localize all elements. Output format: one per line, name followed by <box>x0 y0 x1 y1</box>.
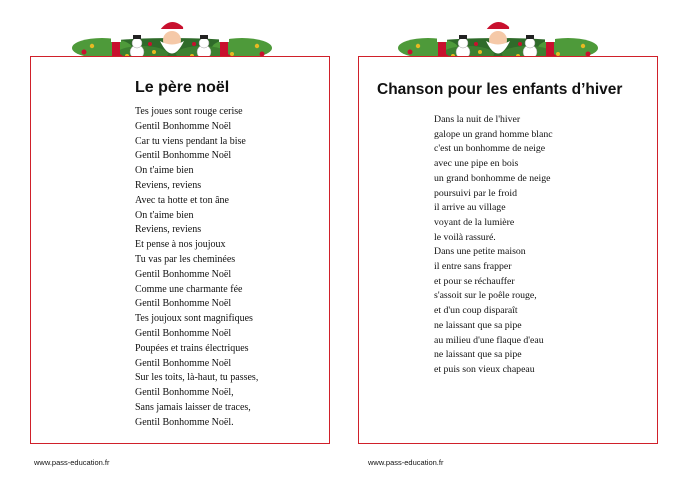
poem-line: Tes joues sont rouge cerise <box>135 106 243 117</box>
poem-line: et puis son vieux chapeau <box>434 363 535 375</box>
poem-line: voyant de la lumière <box>434 216 515 228</box>
poem-line: Et pense à nos joujoux <box>135 239 226 251</box>
poem-line: il entre sans frapper <box>434 261 512 273</box>
poem-lines <box>434 113 553 378</box>
poem-line: Comme une charmante fée <box>135 283 243 295</box>
poem-title: Chanson pour les enfants d’hiver <box>377 81 623 98</box>
poem-line: Tu vas par les cheminées <box>135 253 236 265</box>
poem-line: Dans la nuit de l'hiver <box>434 114 521 125</box>
poem-line: Sans jamais laisser de traces, <box>135 401 251 413</box>
poem-lines <box>135 105 258 431</box>
poem-line: Gentil Bonhomme Noël <box>135 298 232 310</box>
poem-line: au milieu d'une flaque d'eau <box>434 334 544 346</box>
poem-line: Gentil Bonhomme Noël <box>135 268 232 280</box>
poem-line: Car tu viens pendant la bise <box>135 135 246 147</box>
poem-line: Gentil Bonhomme Noël <box>135 327 232 339</box>
poem-line: Gentil Bonhomme Noël <box>135 357 232 369</box>
poem-line: Avec ta hotte et ton âne <box>135 194 229 206</box>
poem-line: et pour se réchauffer <box>434 275 515 287</box>
poem-line: il arrive au village <box>434 202 506 214</box>
poem-line: galope un grand homme blanc <box>434 128 553 140</box>
poem-line: Dans une petite maison <box>434 246 526 258</box>
poem-card-enfants-hiver <box>358 56 658 444</box>
poem-line: un grand bonhomme de neige <box>434 172 551 184</box>
poem-line: et d'un coup disparaît <box>434 305 518 317</box>
poem-line: Reviens, reviens <box>135 179 202 191</box>
poem-line: poursuivi par le froid <box>434 187 517 199</box>
poem-line: ne laissant que sa pipe <box>434 319 522 331</box>
poem-line: Gentil Bonhomme Noël. <box>135 416 234 428</box>
poem-line: Sur les toits, là-haut, tu passes, <box>135 372 259 384</box>
poem-line: s'assoit sur le poêle rouge, <box>434 290 537 302</box>
poem-line: Tes joujoux sont magnifiques <box>135 313 253 325</box>
footer-url: www.pass-education.fr <box>34 458 110 467</box>
poem-line: le voilà rassuré. <box>434 231 496 243</box>
poem-line: Gentil Bonhomme Noël <box>135 120 232 132</box>
poem-card-pere-noel <box>30 56 330 444</box>
poem-title: Le père noël <box>135 79 230 96</box>
poem-line: Reviens, reviens <box>135 224 202 236</box>
footer-url: www.pass-education.fr <box>368 458 444 467</box>
poem-line: Gentil Bonhomme Noël, <box>135 387 234 399</box>
poem-line: On t'aime bien <box>135 209 194 221</box>
poem-line: avec une pipe en bois <box>434 158 519 170</box>
poem-line: c'est un bonhomme de neige <box>434 143 546 155</box>
poem-line: ne laissant que sa pipe <box>434 349 522 361</box>
poem-line: Poupées et trains électriques <box>135 342 249 354</box>
poem-line: On t'aime bien <box>135 165 194 177</box>
poem-line: Gentil Bonhomme Noël <box>135 150 232 162</box>
